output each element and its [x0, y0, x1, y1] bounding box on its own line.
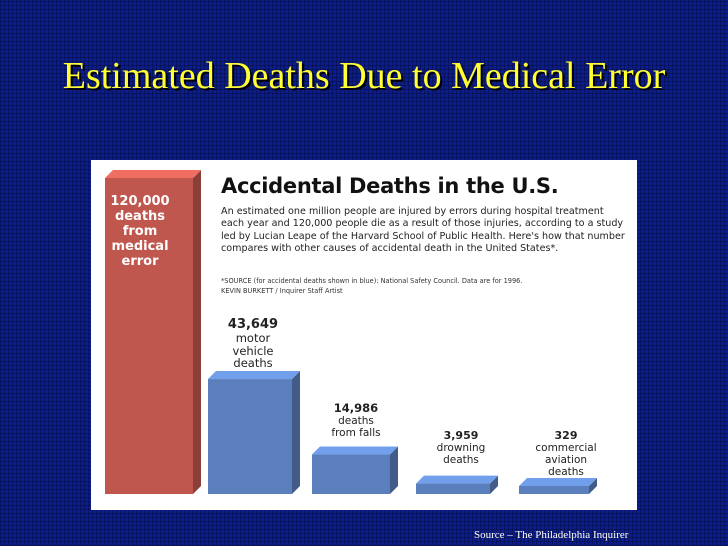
- bar-category-label: deaths from medical error: [111, 209, 169, 269]
- chart-source-note: [221, 276, 629, 296]
- bar-top-commercial-aviation-deaths: [519, 478, 597, 486]
- chart-credit-line: KEVIN BURKETT / Inquirer Staff Artist: [221, 287, 343, 295]
- bar-top-deaths-from-medical-error: [105, 170, 201, 178]
- bar-label-motor-vehicle: [203, 318, 303, 370]
- bar-commercial-aviation-deaths: [519, 486, 589, 494]
- chart-figure: [91, 160, 637, 510]
- bar-value-label: 3,959: [443, 429, 479, 442]
- bar-category-label: drowning deaths: [436, 442, 486, 466]
- chart-intro-text: An estimated one million people are injured by errors during hospital treatment each year and 120,000 people die as a result of those injuries, according to a study led by Lucian Leape of the Harvard School of Public Health. Here's how that number compares with other causes of accidental death in the United States*.: [221, 206, 625, 255]
- bar-value-label: 329: [554, 429, 578, 442]
- bar-value-label: 14,986: [333, 401, 379, 415]
- bar-top-drowning-deaths: [416, 476, 498, 484]
- bar-label-drowning: [419, 430, 503, 466]
- bar-label-falls: [313, 402, 399, 439]
- bar-side-deaths-from-falls: [390, 447, 398, 494]
- bar-label-medical-error: [97, 194, 183, 269]
- bar-drowning-deaths: [416, 484, 490, 494]
- bar-category-label: motor vehicle deaths: [232, 331, 274, 370]
- bar-category-label: deaths from falls: [331, 415, 381, 439]
- bar-top-motor-vehicle-deaths: [208, 371, 300, 379]
- bar-value-label: 120,000: [110, 194, 170, 209]
- bar-top-deaths-from-falls: [312, 447, 398, 455]
- bar-side-motor-vehicle-deaths: [292, 371, 300, 494]
- bar-label-aviation: [513, 430, 619, 478]
- bar-deaths-from-falls: [312, 455, 390, 494]
- bar-side-deaths-from-medical-error: [193, 170, 201, 494]
- chart-title: Accidental Deaths in the U.S.: [221, 174, 559, 198]
- bar-value-label: 43,649: [227, 317, 279, 332]
- bar-motor-vehicle-deaths: [208, 379, 292, 494]
- chart-source-line: *SOURCE (for accidental deaths shown in blue): National Safety Council. Data are for 1996.: [221, 277, 523, 285]
- bar-category-label: commercial aviation deaths: [535, 442, 597, 478]
- slide-title: Estimated Deaths Due to Medical Error: [62, 55, 666, 97]
- slide-source: Source – The Philadelphia Inquirer: [474, 529, 629, 541]
